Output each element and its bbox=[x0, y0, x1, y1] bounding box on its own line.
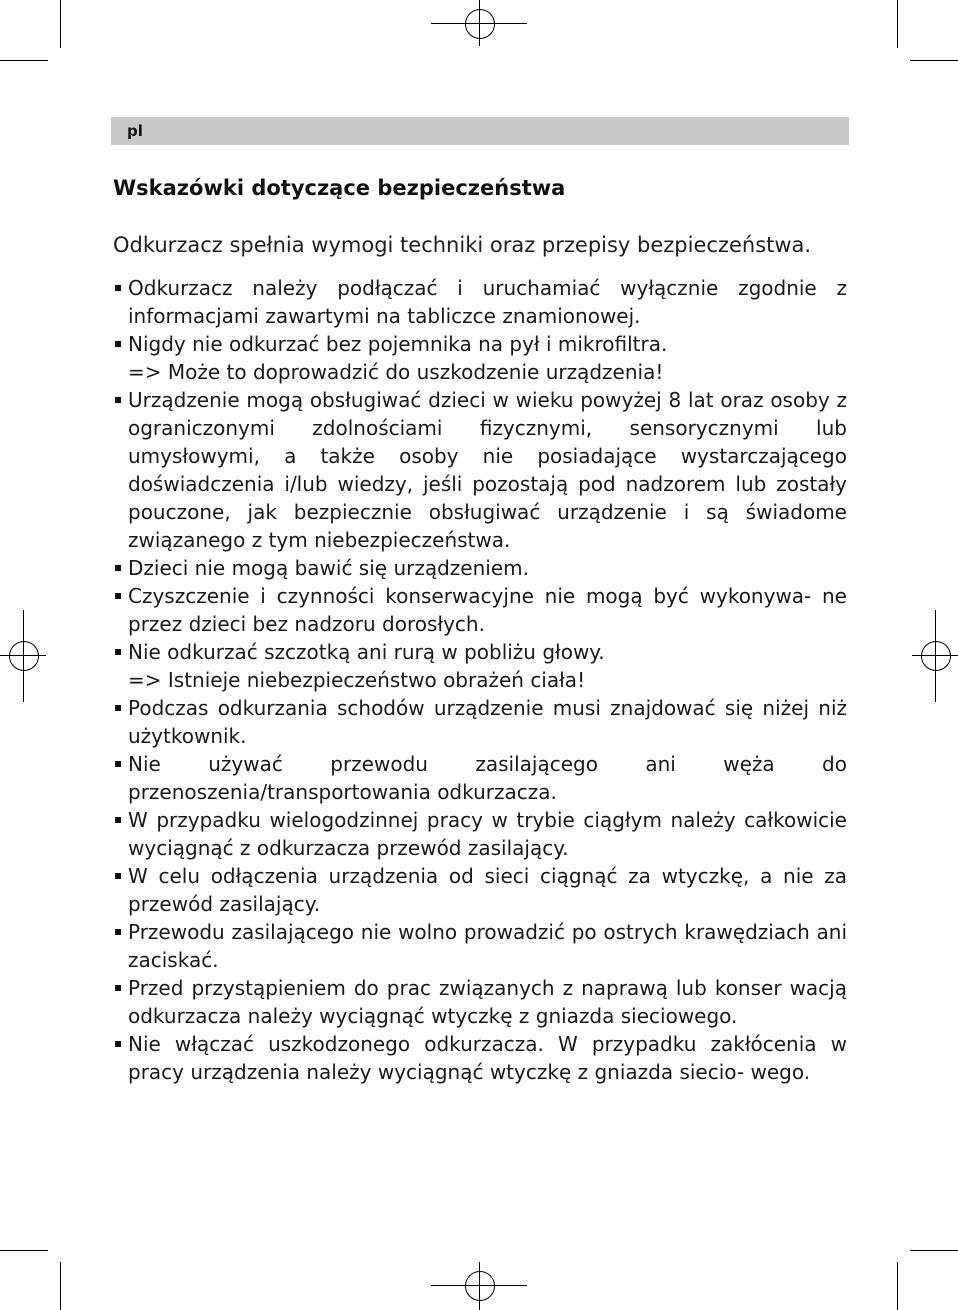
crop-mark-bottom-right-v bbox=[897, 1262, 898, 1310]
list-item-text: Odkurzacz należy podłączać i uruchamiać wyłącznie zgodnie z informacjami zawartymi na tabliczce znamionowej. bbox=[128, 276, 847, 328]
list-item-text: W przypadku wielogodzinnej pracy w trybie ciągłym należy całkowicie wyciągnąć z odkurzacza przewód zasilający. bbox=[128, 808, 847, 860]
list-item-text: Czyszczenie i czynności konserwacyjne nie mogą być wykonywa- ne przez dzieci bez nadzoru dorosłych. bbox=[128, 584, 847, 636]
list-item-text: Urządzenie mogą obsługiwać dzieci w wieku powyżej 8 lat oraz osoby z ograniczonymi zdolnościami fizycznymi, sensorycznymi lub umysłowymi, a także osoby nie posiadające wystarczającego doświadczenia i/lub wiedzy, jeśli pozostają pod nadzorem lub zostały pouczone, jak bezpiecznie obsługiwać urządzenie i są świadome związanego z tym niebezpieczeństwa. bbox=[128, 388, 847, 552]
list-item-note: => Istnieje niebezpieczeństwo obrażeń ciała! bbox=[128, 668, 586, 692]
list-item-text: Przed przystąpieniem do prac związanych z naprawą lub konser wacją odkurzacza należy wyciągnąć wtyczkę z gniazda sieciowego. bbox=[128, 976, 847, 1028]
list-item bbox=[113, 554, 847, 582]
intro-text: Odkurzacz spełnia wymogi techniki oraz przepisy bezpieczeństwa. bbox=[113, 233, 812, 257]
language-code: pl bbox=[127, 122, 143, 140]
list-item bbox=[113, 330, 847, 386]
crop-mark-top-right-h bbox=[910, 60, 958, 61]
list-item bbox=[113, 806, 847, 862]
crop-mark-top-right-v bbox=[897, 0, 898, 48]
safety-list bbox=[113, 274, 847, 1086]
crop-mark-bottom-left-v bbox=[60, 1262, 61, 1310]
crop-mark-bottom-right-h bbox=[910, 1250, 958, 1251]
list-item bbox=[113, 386, 847, 554]
list-item-text: Dzieci nie mogą bawić się urządzeniem. bbox=[128, 556, 529, 580]
list-item-text: Nie używać przewodu zasilającego ani węża do przenoszenia/transportowania odkurzacza. bbox=[128, 752, 847, 804]
list-item bbox=[113, 638, 847, 694]
language-header-band bbox=[111, 117, 849, 145]
list-item bbox=[113, 694, 847, 750]
list-item bbox=[113, 750, 847, 806]
crop-mark-bottom-left-h bbox=[0, 1250, 48, 1251]
section-title: Wskazówki dotyczące bezpieczeństwa bbox=[113, 176, 566, 200]
list-item-text: Nie włączać uszkodzonego odkurzacza. W przypadku zakłócenia w pracy urządzenia należy wyciągnąć wtyczkę z gniazda siecio- wego. bbox=[128, 1032, 847, 1084]
list-item-text: Przewodu zasilającego nie wolno prowadzić po ostrych krawędziach ani zaciskać. bbox=[128, 920, 847, 972]
list-item bbox=[113, 974, 847, 1030]
list-item bbox=[113, 918, 847, 974]
list-item bbox=[113, 582, 847, 638]
list-item-text: Podczas odkurzania schodów urządzenie musi znajdować się niżej niż użytkownik. bbox=[128, 696, 847, 748]
list-item bbox=[113, 862, 847, 918]
list-item bbox=[113, 1030, 847, 1086]
list-item-text: W celu odłączenia urządzenia od sieci ciągnąć za wtyczkę, a nie za przewód zasilający. bbox=[128, 864, 847, 916]
crop-mark-top-left-h bbox=[0, 60, 48, 61]
list-item-text: Nigdy nie odkurzać bez pojemnika na pył i mikrofiltra. bbox=[128, 332, 668, 356]
list-item bbox=[113, 274, 847, 330]
crop-mark-top-left-v bbox=[60, 0, 61, 48]
list-item-text: Nie odkurzać szczotką ani rurą w pobliżu głowy. bbox=[128, 640, 605, 664]
list-item-note: => Może to doprowadzić do uszkodzenie urządzenia! bbox=[128, 360, 664, 384]
